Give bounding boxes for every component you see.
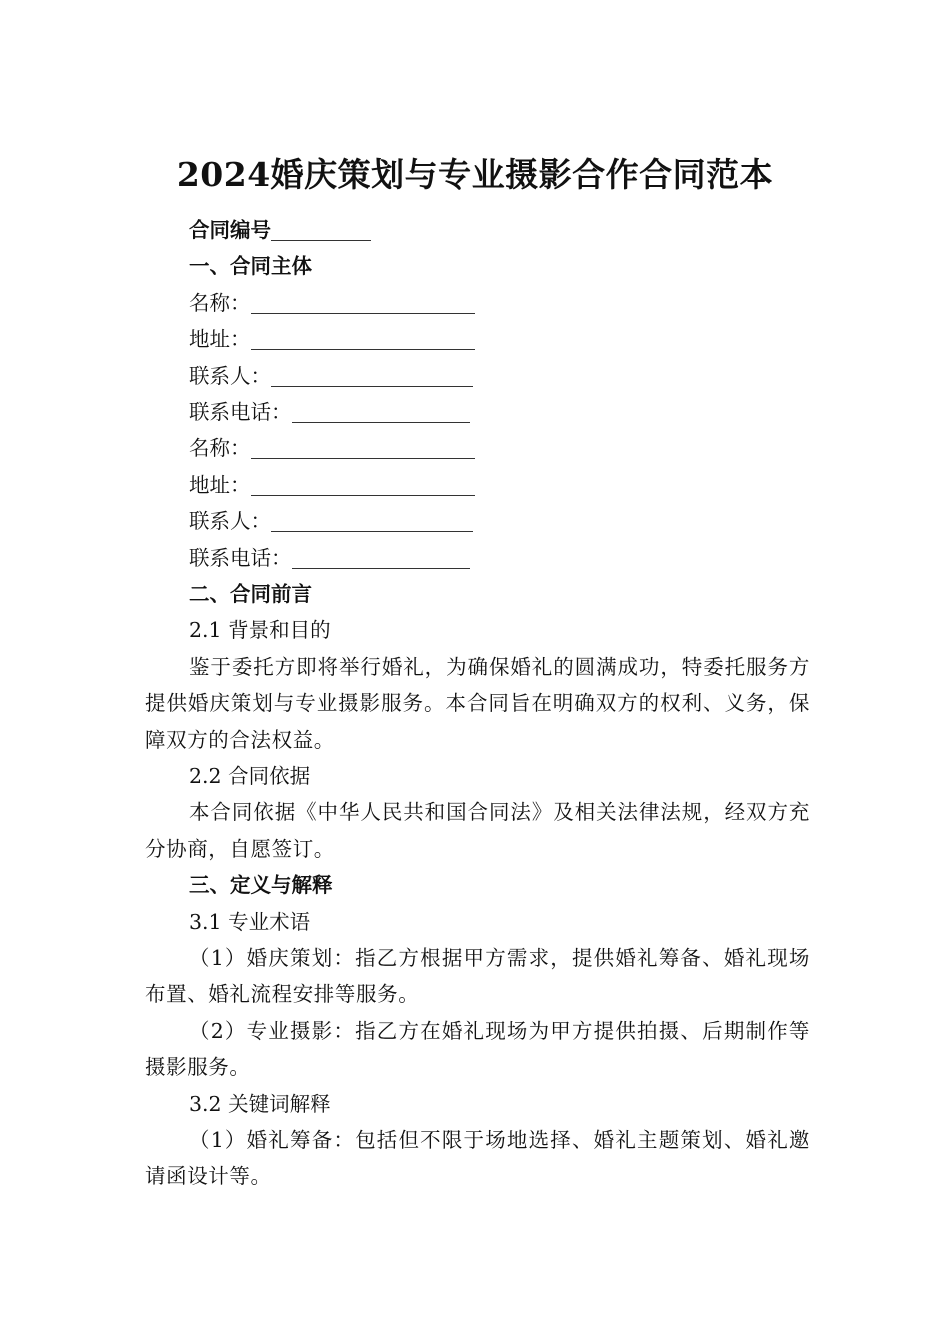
subsection-3-2-item-1: （1）婚礼筹备：包括但不限于场地选择、婚礼主题策划、婚礼邀请函设计等。 [145,1127,810,1189]
subsection-3-2-heading: 3.2 关键词解释 [189,1091,331,1116]
party-b-contact-blank [271,509,473,532]
party-b-name-blank [251,436,475,459]
party-b-phone-label: 联系电话： [189,545,292,570]
party-a-phone-label: 联系电话： [189,399,292,424]
subsection-2-1-text: 鉴于委托方即将举行婚礼，为确保婚礼的圆满成功，特委托服务方提供婚庆策划与专业摄影服务。本合同旨在明确双方的权利、义务，保障双方的合法权益。 [145,654,810,752]
subsection-3-1-heading: 3.1 专业术语 [189,909,311,934]
party-a-contact-label: 联系人： [189,363,271,388]
party-a-address-label: 地址： [189,327,251,352]
subsection-2-2-heading: 2.2 合同依据 [189,763,311,788]
party-a-contact-blank [271,364,473,387]
party-a-address-blank [251,327,475,350]
contract-number-row [145,212,810,248]
party-a-name-label: 名称： [189,290,251,315]
party-a-contact-row [145,358,810,394]
document-title: 2024婚庆策划与专业摄影合作合同范本 [176,155,774,194]
party-b-address-row [145,467,810,503]
party-a-phone-row [145,394,810,430]
party-b-address-label: 地址： [189,472,251,497]
party-a-phone-blank [292,400,470,423]
party-b-address-blank [251,473,475,496]
subsection-2-2-text: 本合同依据《中华人民共和国合同法》及相关法律法规，经双方充分协商，自愿签订。 [145,800,810,861]
party-a-name-blank [251,291,475,314]
section1-heading: 一、合同主体 [189,254,312,279]
subsection-2-1-heading: 2.1 背景和目的 [189,618,331,643]
party-b-contact-row [145,503,810,539]
section3-heading: 三、定义与解释 [189,873,333,898]
subsection-3-1-item-1: （1）婚庆策划：指乙方根据甲方需求，提供婚礼筹备、婚礼现场布置、婚礼流程安排等服务。 [145,945,810,1007]
section2-heading: 二、合同前言 [189,581,312,606]
party-b-phone-row [145,540,810,576]
party-b-name-label: 名称： [189,436,251,461]
party-b-contact-label: 联系人： [189,509,271,534]
document-body [145,212,810,1195]
party-b-phone-blank [292,546,470,569]
party-a-address-row [145,321,810,357]
contract-number-label: 合同编号 [189,218,271,242]
subsection-3-1-item-2: （2）专业摄影：指乙方在婚礼现场为甲方提供拍摄、后期制作等摄影服务。 [145,1018,810,1080]
contract-number-blank [271,218,371,241]
party-b-name-row [145,430,810,466]
party-a-name-row [145,285,810,321]
